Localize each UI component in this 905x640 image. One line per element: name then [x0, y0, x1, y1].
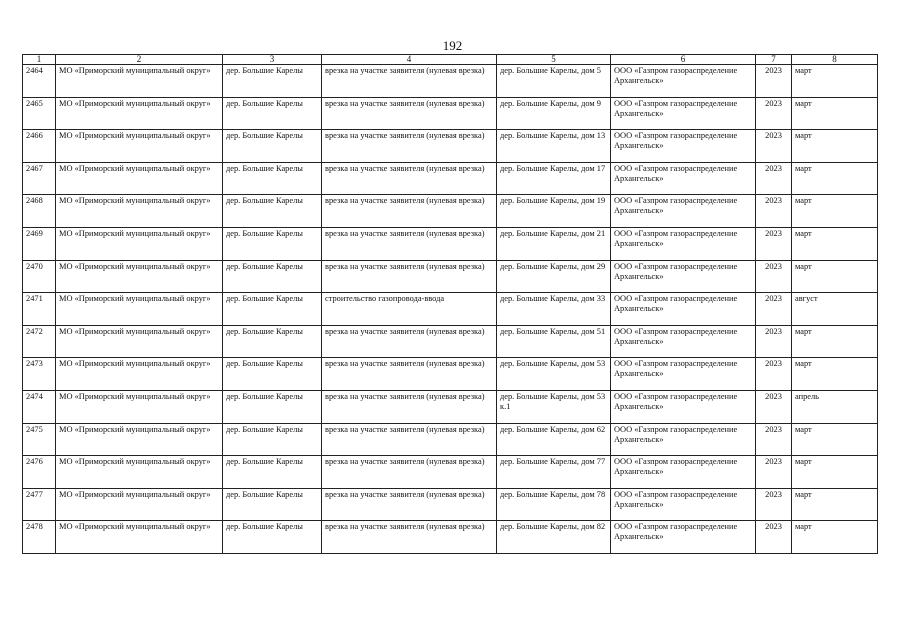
cell-year: 2023: [756, 358, 792, 391]
cell-municipality: МО «Приморский муниципальный округ»: [56, 521, 223, 554]
cell-municipality: МО «Приморский муниципальный округ»: [56, 325, 223, 358]
cell-year: 2023: [756, 65, 792, 98]
cell-settlement: дер. Большие Карелы: [223, 227, 322, 260]
cell-municipality: МО «Приморский муниципальный округ»: [56, 162, 223, 195]
table-row: [23, 390, 878, 423]
table-row: [23, 195, 878, 228]
cell-settlement: дер. Большие Карелы: [223, 195, 322, 228]
cell-year: 2023: [756, 488, 792, 521]
cell-organization: ООО «Газпром газораспределение Архангельск»: [611, 97, 756, 130]
cell-address: дер. Большие Карелы, дом 51: [497, 325, 611, 358]
cell-work-type: врезка на участке заявителя (нулевая врезка): [322, 423, 497, 456]
column-header-2: 2: [56, 55, 223, 65]
cell-address: дер. Большие Карелы, дом 53 к.1: [497, 390, 611, 423]
cell-address: дер. Большие Карелы, дом 29: [497, 260, 611, 293]
cell-settlement: дер. Большие Карелы: [223, 325, 322, 358]
cell-year: 2023: [756, 195, 792, 228]
cell-year: 2023: [756, 456, 792, 489]
cell-municipality: МО «Приморский муниципальный округ»: [56, 423, 223, 456]
cell-row-number: 2474: [23, 390, 56, 423]
table-row: [23, 325, 878, 358]
column-header-4: 4: [322, 55, 497, 65]
column-header-1: 1: [23, 55, 56, 65]
cell-row-number: 2470: [23, 260, 56, 293]
cell-work-type: врезка на участке заявителя (нулевая врезка): [322, 488, 497, 521]
cell-organization: ООО «Газпром газораспределение Архангельск»: [611, 65, 756, 98]
cell-organization: ООО «Газпром газораспределение Архангельск»: [611, 390, 756, 423]
column-header-7: 7: [756, 55, 792, 65]
cell-address: дер. Большие Карелы, дом 33: [497, 293, 611, 326]
cell-organization: ООО «Газпром газораспределение Архангельск»: [611, 195, 756, 228]
cell-address: дер. Большие Карелы, дом 82: [497, 521, 611, 554]
cell-address: дер. Большие Карелы, дом 21: [497, 227, 611, 260]
cell-settlement: дер. Большие Карелы: [223, 390, 322, 423]
cell-year: 2023: [756, 390, 792, 423]
cell-address: дер. Большие Карелы, дом 78: [497, 488, 611, 521]
cell-row-number: 2475: [23, 423, 56, 456]
cell-work-type: врезка на участке заявителя (нулевая врезка): [322, 130, 497, 163]
cell-organization: ООО «Газпром газораспределение Архангельск»: [611, 293, 756, 326]
cell-settlement: дер. Большие Карелы: [223, 456, 322, 489]
cell-organization: ООО «Газпром газораспределение Архангельск»: [611, 423, 756, 456]
cell-year: 2023: [756, 260, 792, 293]
cell-month: март: [792, 130, 878, 163]
cell-settlement: дер. Большие Карелы: [223, 293, 322, 326]
cell-address: дер. Большие Карелы, дом 5: [497, 65, 611, 98]
cell-year: 2023: [756, 162, 792, 195]
page-number: 192: [442, 38, 463, 53]
cell-municipality: МО «Приморский муниципальный округ»: [56, 227, 223, 260]
cell-year: 2023: [756, 97, 792, 130]
cell-work-type: строительство газопровода-ввода: [322, 293, 497, 326]
cell-month: март: [792, 423, 878, 456]
cell-row-number: 2473: [23, 358, 56, 391]
cell-row-number: 2465: [23, 97, 56, 130]
cell-organization: ООО «Газпром газораспределение Архангельск»: [611, 162, 756, 195]
cell-address: дер. Большие Карелы, дом 9: [497, 97, 611, 130]
cell-address: дер. Большие Карелы, дом 53: [497, 358, 611, 391]
table-row: [23, 260, 878, 293]
cell-row-number: 2464: [23, 65, 56, 98]
table-row: [23, 227, 878, 260]
cell-year: 2023: [756, 293, 792, 326]
cell-year: 2023: [756, 423, 792, 456]
cell-address: дер. Большие Карелы, дом 62: [497, 423, 611, 456]
cell-settlement: дер. Большие Карелы: [223, 423, 322, 456]
column-header-6: 6: [611, 55, 756, 65]
cell-organization: ООО «Газпром газораспределение Архангельск»: [611, 260, 756, 293]
cell-month: март: [792, 260, 878, 293]
cell-month: март: [792, 65, 878, 98]
cell-work-type: врезка на участке заявителя (нулевая врезка): [322, 227, 497, 260]
cell-year: 2023: [756, 521, 792, 554]
header-row: [23, 55, 878, 65]
cell-municipality: МО «Приморский муниципальный округ»: [56, 97, 223, 130]
cell-work-type: врезка на участке заявителя (нулевая врезка): [322, 456, 497, 489]
cell-month: март: [792, 325, 878, 358]
cell-row-number: 2468: [23, 195, 56, 228]
cell-row-number: 2467: [23, 162, 56, 195]
column-header-8: 8: [792, 55, 878, 65]
cell-year: 2023: [756, 325, 792, 358]
cell-month: март: [792, 358, 878, 391]
cell-work-type: врезка на участке заявителя (нулевая врезка): [322, 162, 497, 195]
cell-municipality: МО «Приморский муниципальный округ»: [56, 65, 223, 98]
cell-municipality: МО «Приморский муниципальный округ»: [56, 456, 223, 489]
cell-settlement: дер. Большие Карелы: [223, 65, 322, 98]
cell-organization: ООО «Газпром газораспределение Архангельск»: [611, 325, 756, 358]
cell-month: март: [792, 195, 878, 228]
cell-organization: ООО «Газпром газораспределение Архангельск»: [611, 227, 756, 260]
cell-municipality: МО «Приморский муниципальный округ»: [56, 390, 223, 423]
cell-work-type: врезка на участке заявителя (нулевая врезка): [322, 521, 497, 554]
cell-address: дер. Большие Карелы, дом 19: [497, 195, 611, 228]
cell-year: 2023: [756, 227, 792, 260]
cell-row-number: 2471: [23, 293, 56, 326]
table-row: [23, 358, 878, 391]
cell-month: март: [792, 488, 878, 521]
cell-settlement: дер. Большие Карелы: [223, 521, 322, 554]
cell-address: дер. Большие Карелы, дом 77: [497, 456, 611, 489]
column-header-3: 3: [223, 55, 322, 65]
cell-work-type: врезка на участке заявителя (нулевая врезка): [322, 325, 497, 358]
cell-row-number: 2472: [23, 325, 56, 358]
cell-address: дер. Большие Карелы, дом 17: [497, 162, 611, 195]
cell-municipality: МО «Приморский муниципальный округ»: [56, 195, 223, 228]
cell-work-type: врезка на участке заявителя (нулевая врезка): [322, 260, 497, 293]
cell-month: август: [792, 293, 878, 326]
cell-settlement: дер. Большие Карелы: [223, 358, 322, 391]
cell-organization: ООО «Газпром газораспределение Архангельск»: [611, 130, 756, 163]
data-table: [22, 54, 878, 554]
cell-organization: ООО «Газпром газораспределение Архангельск»: [611, 521, 756, 554]
table-body: [23, 65, 878, 554]
table-row: [23, 97, 878, 130]
table-row: [23, 423, 878, 456]
cell-settlement: дер. Большие Карелы: [223, 130, 322, 163]
cell-municipality: МО «Приморский муниципальный округ»: [56, 293, 223, 326]
cell-settlement: дер. Большие Карелы: [223, 260, 322, 293]
cell-row-number: 2476: [23, 456, 56, 489]
cell-settlement: дер. Большие Карелы: [223, 97, 322, 130]
table-row: [23, 130, 878, 163]
column-header-5: 5: [497, 55, 611, 65]
cell-work-type: врезка на участке заявителя (нулевая врезка): [322, 65, 497, 98]
cell-organization: ООО «Газпром газораспределение Архангельск»: [611, 488, 756, 521]
cell-month: апрель: [792, 390, 878, 423]
cell-municipality: МО «Приморский муниципальный округ»: [56, 130, 223, 163]
table-row: [23, 456, 878, 489]
cell-month: март: [792, 97, 878, 130]
cell-row-number: 2469: [23, 227, 56, 260]
cell-month: март: [792, 162, 878, 195]
table-row: [23, 65, 878, 98]
cell-settlement: дер. Большие Карелы: [223, 162, 322, 195]
table-row: [23, 488, 878, 521]
table-row: [23, 162, 878, 195]
cell-address: дер. Большие Карелы, дом 13: [497, 130, 611, 163]
cell-organization: ООО «Газпром газораспределение Архангельск»: [611, 358, 756, 391]
cell-row-number: 2477: [23, 488, 56, 521]
cell-work-type: врезка на участке заявителя (нулевая врезка): [322, 97, 497, 130]
cell-settlement: дер. Большие Карелы: [223, 488, 322, 521]
cell-year: 2023: [756, 130, 792, 163]
table-row: [23, 521, 878, 554]
table-row: [23, 293, 878, 326]
cell-month: март: [792, 227, 878, 260]
cell-month: март: [792, 456, 878, 489]
cell-row-number: 2478: [23, 521, 56, 554]
cell-municipality: МО «Приморский муниципальный округ»: [56, 488, 223, 521]
cell-row-number: 2466: [23, 130, 56, 163]
cell-work-type: врезка на участке заявителя (нулевая врезка): [322, 195, 497, 228]
cell-organization: ООО «Газпром газораспределение Архангельск»: [611, 456, 756, 489]
cell-month: март: [792, 521, 878, 554]
cell-municipality: МО «Приморский муниципальный округ»: [56, 260, 223, 293]
cell-work-type: врезка на участке заявителя (нулевая врезка): [322, 358, 497, 391]
cell-work-type: врезка на участке заявителя (нулевая врезка): [322, 390, 497, 423]
cell-municipality: МО «Приморский муниципальный округ»: [56, 358, 223, 391]
